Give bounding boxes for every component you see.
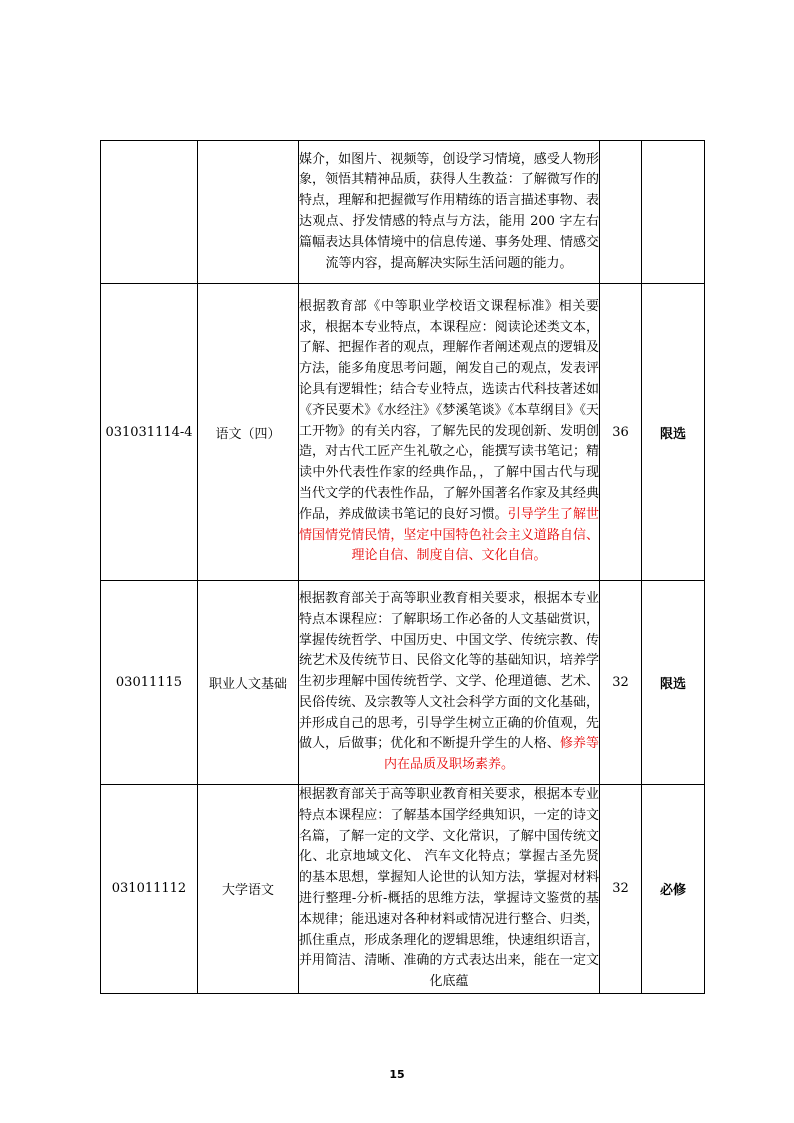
description-highlight: 引导学生了解世情国情党情民情，坚定中国特色社会主义道路自信、理论自信、制度自信、文化自信。: [299, 506, 599, 564]
course-type: 限选: [642, 284, 705, 581]
description-text: 根据教育部关于高等职业教育相关要求，根据本专业特点本课程应：了解职场工作必备的人文基础赏识，掌握传统哲学、中国历史、中国文学、传统宗教、传统艺术及传统节日、民俗文化等的基础知识，培养学生初步理解中国传统哲学、文学、伦理道德、艺术、民俗传统、及宗教等人文社会科学方面的文化基础，并形成自己的思考，引导学生树立正确的价值观，先做人，后做事；优化和不断提升学生的人格、: [299, 590, 599, 752]
course-description: [299, 581, 600, 785]
table-row: [101, 785, 705, 994]
course-name: 语文（四）: [198, 284, 299, 581]
course-hours: 32: [600, 785, 642, 994]
course-description: [299, 785, 600, 994]
course-description: [299, 284, 600, 581]
course-code: 031031114-4: [101, 284, 198, 581]
course-code: 03011115: [101, 581, 198, 785]
course-hours: 32: [600, 581, 642, 785]
course-type: [642, 141, 705, 284]
course-code: 031011112: [101, 785, 198, 994]
course-hours: [600, 141, 642, 284]
description-text: 根据教育部《中等职业学校语文课程标准》相关要求，根据本专业特点，本课程应：阅读论述类文本，了解、把握作者的观点，理解作者阐述观点的逻辑及方法，能多角度思考问题，阐发自己的观点，发表评论具有逻辑性；结合专业特点，选读古代科技著述如《齐民要术》《水经注》《梦溪笔谈》《本草纲目》《天工开物》的有关内容，了解先民的发现创新、发明创造，对古代工匠产生礼敬之心，能撰写读书笔记；精读中外代表性作家的经典作品，，了解中国古代与现当代文学的代表性作品，了解外国著名作家及其经典作品，养成做读书笔记的良好习惯。: [299, 298, 599, 522]
table-row: [101, 284, 705, 581]
course-code: [101, 141, 198, 284]
table-row: [101, 581, 705, 785]
course-hours: 36: [600, 284, 642, 581]
course-type: 必修: [642, 785, 705, 994]
description-text: 媒介，如图片、视频等，创设学习情境，感受人物形象，领悟其精神品质，获得人生教益：了解微写作的特点，理解和把握微写作用精练的语言描述事物、表达观点、抒发情感的特点与方法，能用 200 字左右篇幅表达具体情境中的信息传递、事务处理、情感交流等内容，提高解决实际生活问题的能力。: [299, 151, 599, 271]
course-name: [198, 141, 299, 284]
course-name: 职业人文基础: [198, 581, 299, 785]
description-highlight: 修养等内在品质及职场素养。: [383, 736, 599, 773]
page-number: 15: [389, 1068, 405, 1081]
course-type: 限选: [642, 581, 705, 785]
description-text: 根据教育部关于高等职业教育相关要求，根据本专业特点本课程应：了解基本国学经典知识，一定的诗文名篇，了解一定的文学、文化常识，了解中国传统文化、北京地域文化、 汽车文化特点；掌握古圣先贤的基本思想，掌握知人论世的认知方法，掌握对材料进行整理-分析-概括的思维方法，掌握诗文鉴赏的基本规律；能迅速对各种材料或情况进行整合、归类，抓住重点，形成条理化的逻辑思维，快速组织语言，并用简洁、清晰、准确的方式表达出来，能在一定文化底蕴: [299, 787, 599, 990]
course-name: 大学语文: [198, 785, 299, 994]
course-table: [100, 140, 705, 994]
table-row: [101, 141, 705, 284]
course-description: [299, 141, 600, 284]
